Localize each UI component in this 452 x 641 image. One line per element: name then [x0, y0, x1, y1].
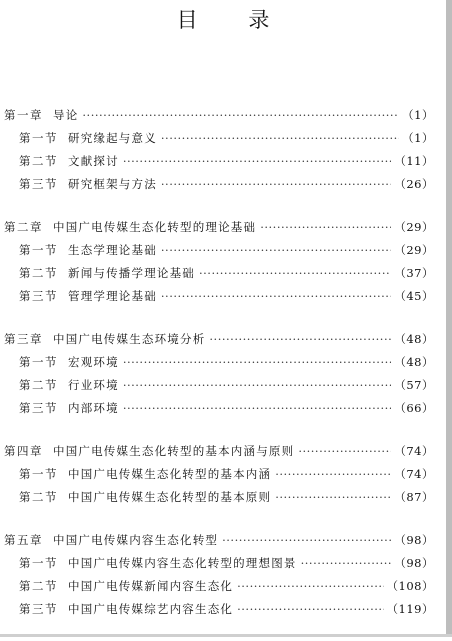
section-title: 中国广电传媒综艺内容生态化 [68, 602, 234, 616]
toc-entry-section[interactable] [4, 463, 434, 486]
toc-entry-section[interactable] [4, 173, 434, 196]
chapter-title: 中国广电传媒生态环境分析 [53, 332, 206, 346]
chapter-title: 中国广电传媒生态化转型的理论基础 [53, 220, 257, 234]
dot-leader [199, 262, 391, 285]
chapter-title: 中国广电传媒生态化转型的基本内涵与原则 [53, 444, 295, 458]
page-number: （98） [394, 556, 434, 570]
toc-entry-section[interactable] [4, 397, 434, 420]
toc-entry-chapter-3[interactable] [4, 328, 434, 351]
toc-entry-chapter-4[interactable] [4, 440, 434, 463]
toc-entry-section[interactable] [4, 552, 434, 575]
section-number: 第二节 [19, 154, 58, 168]
chapter-3 [4, 328, 434, 420]
page-number: （108） [386, 579, 434, 593]
chapter-number: 第三章 [4, 332, 43, 346]
page-number: （57） [394, 378, 434, 392]
toc-entry-section[interactable] [4, 374, 434, 397]
page-number: （66） [394, 401, 434, 415]
section-number: 第三节 [19, 602, 58, 616]
page-number: （48） [394, 355, 434, 369]
section-title: 内部环境 [68, 401, 119, 415]
chapter-4 [4, 440, 434, 509]
chapter-number: 第四章 [4, 444, 43, 458]
page-number: （98） [394, 533, 434, 547]
section-number: 第三节 [19, 289, 58, 303]
dot-leader [237, 575, 383, 598]
dot-leader [123, 397, 392, 420]
dot-leader [237, 598, 383, 621]
section-number: 第二节 [19, 266, 58, 280]
page-number: （45） [394, 289, 434, 303]
chapter-1 [4, 104, 434, 196]
page-number: （48） [394, 332, 434, 346]
section-title: 中国广电传媒内容生态化转型的理想图景 [68, 556, 297, 570]
dot-leader [161, 127, 399, 150]
chapter-title: 导论 [53, 108, 79, 122]
section-title: 文献探讨 [68, 154, 119, 168]
section-title: 宏观环境 [68, 355, 119, 369]
toc-entry-chapter-1[interactable] [4, 104, 434, 127]
section-title: 中国广电传媒生态化转型的基本原则 [68, 490, 272, 504]
toc-entry-section[interactable] [4, 127, 434, 150]
dot-leader [123, 374, 392, 397]
section-number: 第三节 [19, 177, 58, 191]
dot-leader [275, 486, 391, 509]
toc-entry-section[interactable] [4, 486, 434, 509]
section-number: 第一节 [19, 243, 58, 257]
toc-entry-chapter-5[interactable] [4, 529, 434, 552]
section-number: 第一节 [19, 556, 58, 570]
section-number: 第三节 [19, 401, 58, 415]
dot-leader [123, 351, 392, 374]
section-title: 研究框架与方法 [68, 177, 157, 191]
section-number: 第二节 [19, 378, 58, 392]
section-title: 新闻与传播学理论基础 [68, 266, 195, 280]
toc-entry-section[interactable] [4, 239, 434, 262]
toc-entry-section[interactable] [4, 150, 434, 173]
page-number: （37） [394, 266, 434, 280]
section-title: 生态学理论基础 [68, 243, 157, 257]
page-number: （74） [394, 467, 434, 481]
page-number: （1） [402, 108, 434, 122]
dot-leader [260, 216, 391, 239]
chapter-number: 第二章 [4, 220, 43, 234]
dot-leader [298, 440, 391, 463]
section-title: 中国广电传媒新闻内容生态化 [68, 579, 234, 593]
dot-leader [301, 552, 392, 575]
page-number: （74） [394, 444, 434, 458]
toc-entry-section[interactable] [4, 262, 434, 285]
page-number: （1） [402, 131, 434, 145]
table-of-contents [4, 104, 434, 641]
section-title: 研究缘起与意义 [68, 131, 157, 145]
page-title: 目 录 [176, 8, 292, 32]
section-title: 管理学理论基础 [68, 289, 157, 303]
page-number: （26） [394, 177, 434, 191]
chapter-2 [4, 216, 434, 308]
section-number: 第一节 [19, 131, 58, 145]
dot-leader [161, 285, 391, 308]
section-title: 中国广电传媒生态化转型的基本内涵 [68, 467, 272, 481]
dot-leader [161, 239, 391, 262]
section-number: 第一节 [19, 467, 58, 481]
section-number: 第二节 [19, 579, 58, 593]
page-number: （29） [394, 220, 434, 234]
chapter-title: 中国广电传媒内容生态化转型 [53, 533, 219, 547]
chapter-number: 第一章 [4, 108, 43, 122]
dot-leader [222, 529, 391, 552]
page-number: （119） [386, 602, 434, 616]
chapter-number: 第五章 [4, 533, 43, 547]
toc-entry-section[interactable] [4, 351, 434, 374]
page-edge-shadow [446, 0, 452, 637]
toc-entry-section[interactable] [4, 598, 434, 621]
toc-entry-section[interactable] [4, 575, 434, 598]
section-number: 第一节 [19, 355, 58, 369]
page-number: （11） [394, 154, 434, 168]
section-title: 行业环境 [68, 378, 119, 392]
dot-leader [209, 328, 391, 351]
dot-leader [82, 104, 399, 127]
section-number: 第二节 [19, 490, 58, 504]
dot-leader [123, 150, 392, 173]
chapter-5 [4, 529, 434, 621]
dot-leader [275, 463, 391, 486]
page-number: （29） [394, 243, 434, 257]
toc-entry-chapter-2[interactable] [4, 216, 434, 239]
dot-leader [161, 173, 391, 196]
page-number: （87） [394, 490, 434, 504]
toc-entry-section[interactable] [4, 285, 434, 308]
